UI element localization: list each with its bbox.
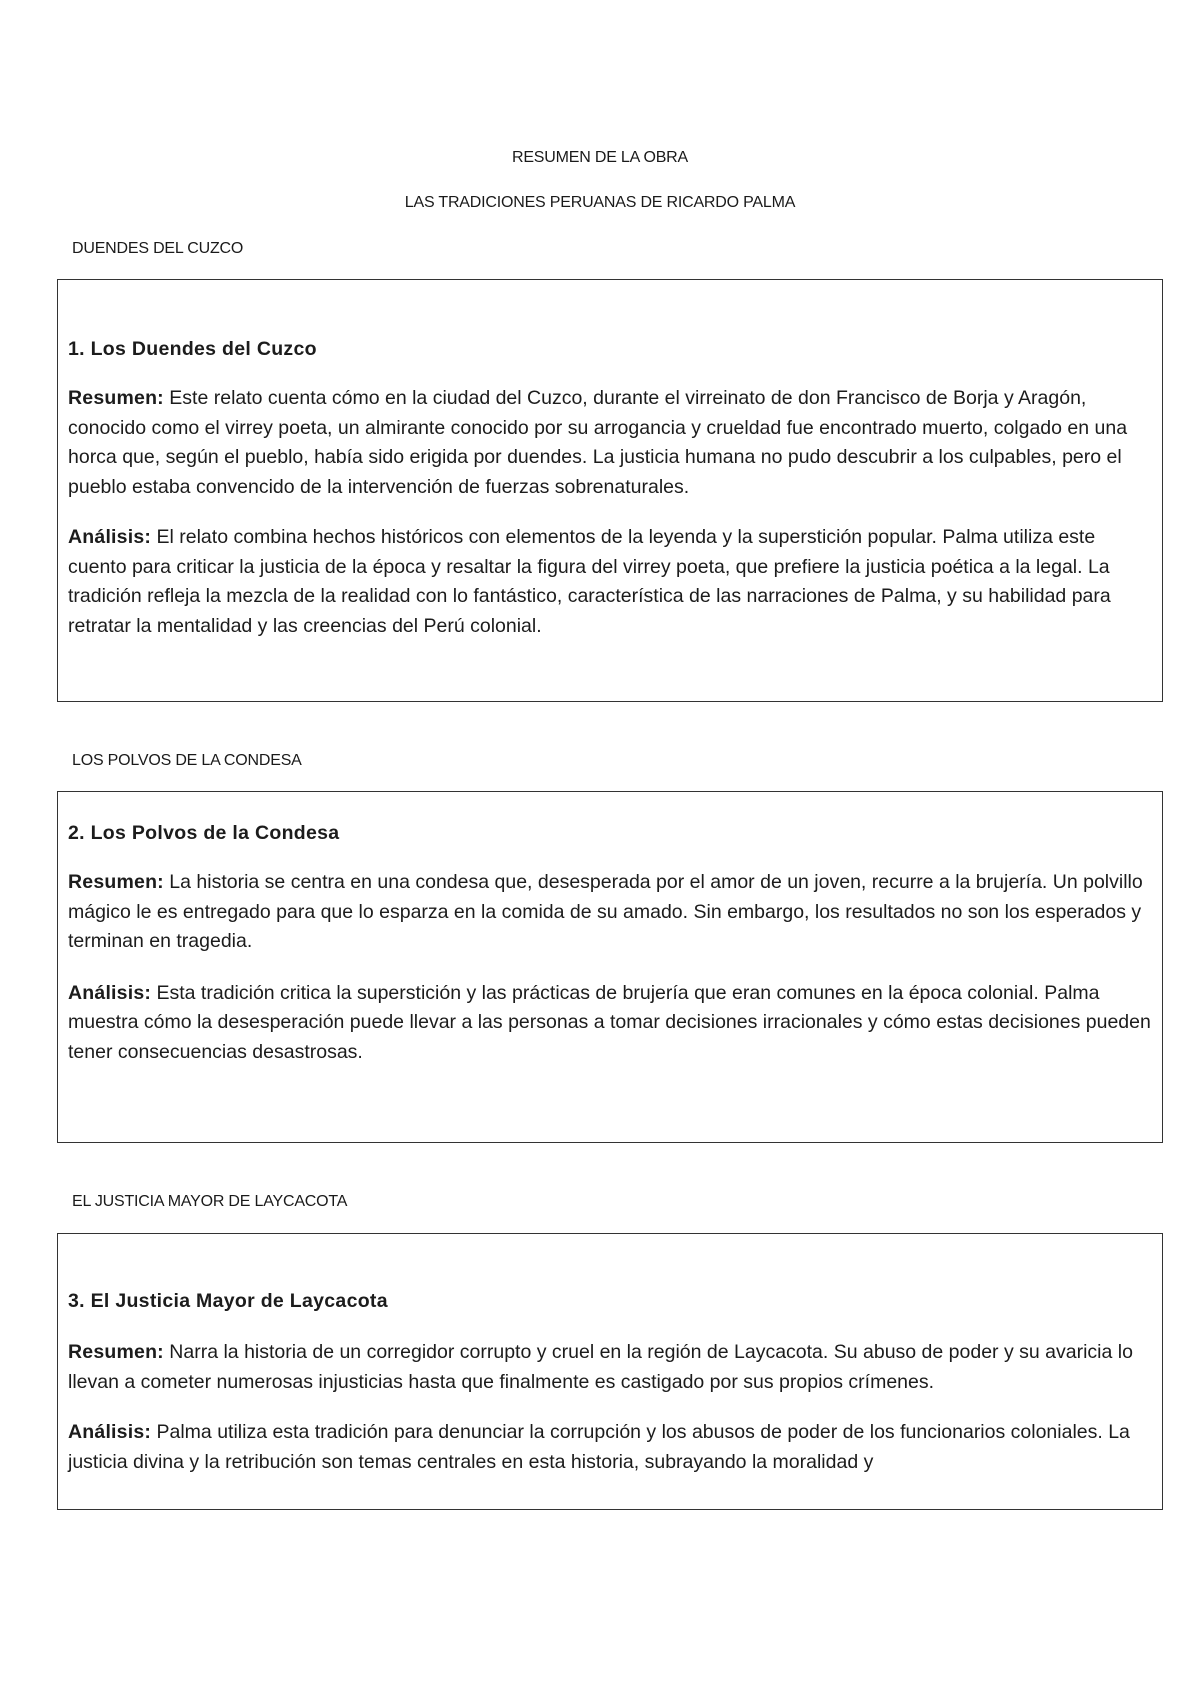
analisis-paragraph [68,523,1154,641]
resumen-label: Resumen: [68,871,164,893]
section-label-laycacota: EL JUSTICIA MAYOR DE LAYCACOTA [72,1193,348,1210]
section-heading: 2. Los Polvos de la Condesa [68,822,340,844]
resumen-paragraph [68,1338,1154,1397]
section-heading: 3. El Justicia Mayor de Laycacota [68,1290,388,1312]
summary-box-polvos [57,791,1163,1143]
analisis-text: El relato combina hechos históricos con elementos de la leyenda y la superstición popular. Palma utiliza este cuento para criticar la justicia de la época y resaltar la figura del virrey poeta, que prefiere la justicia poética a la legal. La tradición refleja la mezcla de la realidad con lo fantástico, característica de las narraciones de Palma, y su habilidad para retratar la mentalidad y las creencias del Perú colonial. [68,526,1111,637]
resumen-text: Narra la historia de un corregidor corrupto y cruel en la región de Laycacota. Su abuso de poder y su avaricia lo llevan a cometer numerosas injusticias hasta que finalmente es castigado por sus propios crímenes. [68,1341,1133,1393]
analisis-text: Palma utiliza esta tradición para denunciar la corrupción y los abusos de poder de los funcionarios coloniales. La justicia divina y la retribución son temas centrales en esta historia, subrayando la moralidad y [68,1421,1130,1473]
section-label-duendes: DUENDES DEL CUZCO [72,240,244,257]
summary-box-laycacota [57,1233,1163,1510]
analisis-label: Análisis: [68,1421,152,1443]
analisis-text: Esta tradición critica la superstición y las prácticas de brujería que eran comunes en la época colonial. Palma muestra cómo la desesperación puede llevar a las personas a tomar decisiones irracionales y cómo estas decisiones pueden tener consecuencias desastrosas. [68,981,1151,1063]
resumen-text: Este relato cuenta cómo en la ciudad del Cuzco, durante el virreinato de don Francisco de Borja y Aragón, conocido como el virrey poeta, un almirante conocido por su arrogancia y crueldad fue encontrado muerto, colgado en una horca que, según el pueblo, había sido erigida por duendes. La justicia humana no pudo descubrir a los culpables, pero el pueblo estaba convencido de la intervención de fuerzas sobrenaturales. [68,387,1128,498]
resumen-text: La historia se centra en una condesa que, desesperada por el amor de un joven, recurre a la brujería. Un polvillo mágico le es entregado para que lo esparza en la comida de su amado. Sin embargo, los resultados no son los esperados y terminan en tragedia. [68,871,1143,952]
analisis-paragraph [68,1418,1154,1477]
document-title: RESUMEN DE LA OBRA [511,149,688,166]
resumen-paragraph [68,384,1154,502]
section-heading: 1. Los Duendes del Cuzco [68,338,317,360]
resumen-label: Resumen: [68,387,164,409]
resumen-paragraph [68,868,1154,957]
summary-box-duendes [57,279,1163,702]
analisis-label: Análisis: [68,981,152,1004]
resumen-label: Resumen: [68,1341,164,1363]
analisis-paragraph [68,979,1154,1068]
document-subtitle: LAS TRADICIONES PERUANAS DE RICARDO PALMA [404,194,796,211]
section-label-polvos: LOS POLVOS DE LA CONDESA [72,752,302,769]
analisis-label: Análisis: [68,526,152,548]
